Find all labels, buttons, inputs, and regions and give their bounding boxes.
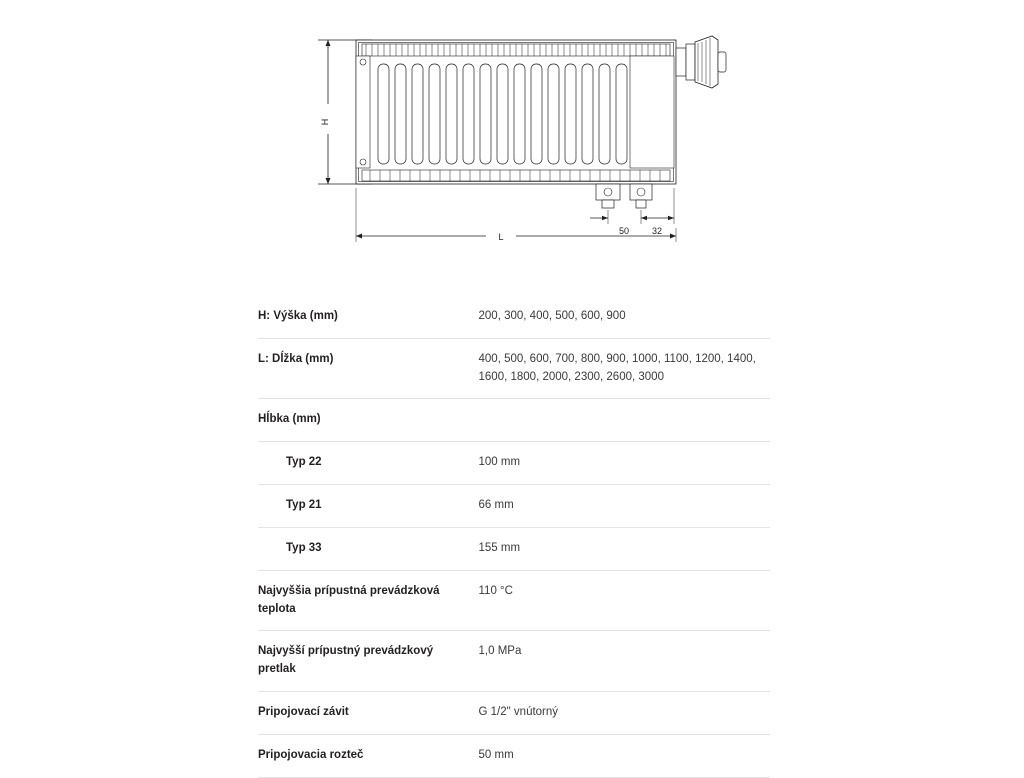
table-row <box>258 734 770 777</box>
table-row <box>258 631 770 692</box>
spec-value: 155 mm <box>478 541 521 554</box>
dim-32-label: 32 <box>651 226 663 236</box>
table-row <box>258 399 770 442</box>
table-row <box>258 338 770 399</box>
spec-label: Najvyššia prípustná prevádzková teplota <box>258 584 440 615</box>
dim-height-label: H <box>320 118 330 126</box>
spec-label: Pripojovací závit <box>258 705 349 718</box>
spec-value: 400, 500, 600, 700, 800, 900, 1000, 1100, 1200, 1400, 1600, 1800, 2000, 2300, 2600, 3000 <box>478 352 756 383</box>
spec-label: Pripojovacia rozteč <box>258 748 364 761</box>
spec-label: L: Dĺžka (mm) <box>258 352 334 365</box>
spec-label: Hĺbka (mm) <box>258 413 321 426</box>
spec-value: 100 mm <box>478 456 521 469</box>
table-row <box>258 691 770 734</box>
spec-value: G 1/2" vnútorný <box>478 705 559 718</box>
spec-label: Typ 33 <box>286 541 322 554</box>
spec-value: 66 mm <box>478 499 514 512</box>
table-row <box>258 485 770 528</box>
spec-label: Typ 21 <box>286 499 322 512</box>
spec-value: 200, 300, 400, 500, 600, 900 <box>478 310 626 322</box>
spec-value <box>459 399 770 442</box>
specification-table <box>258 296 770 778</box>
dim-length-label: L <box>498 232 504 242</box>
table-row <box>258 296 770 338</box>
spec-table-body <box>258 296 770 777</box>
radiator-technical-drawing <box>300 22 760 257</box>
table-row <box>258 570 770 631</box>
spec-value: 110 °C <box>478 584 513 597</box>
spec-value: 1,0 MPa <box>478 645 522 658</box>
spec-label: Najvyšší prípustný prevádzkový pretlak <box>258 645 434 676</box>
spec-label: H: Výška (mm) <box>258 310 338 322</box>
dim-50-label: 50 <box>618 226 630 236</box>
spec-value: 50 mm <box>478 748 514 761</box>
spec-label: Typ 22 <box>286 456 322 469</box>
table-row <box>258 442 770 485</box>
table-row <box>258 527 770 570</box>
